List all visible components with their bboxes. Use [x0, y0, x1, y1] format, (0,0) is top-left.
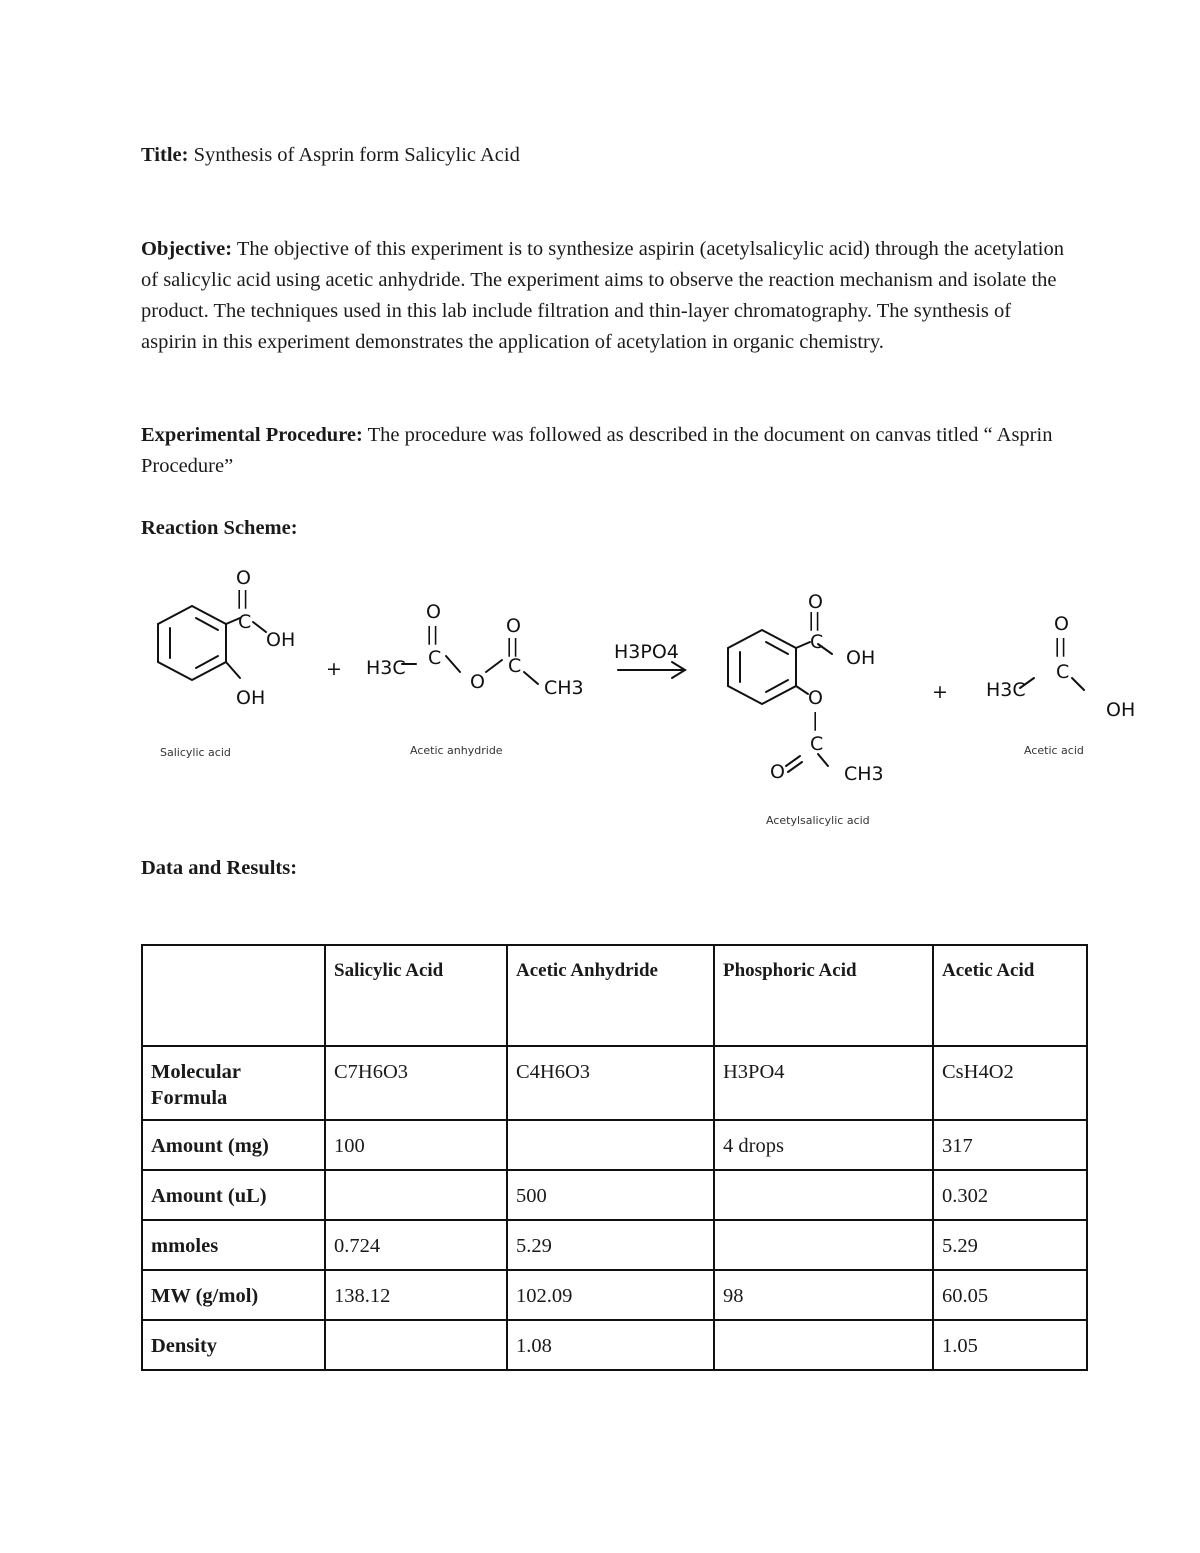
- aspirin-double-bond-1: ||: [808, 609, 821, 631]
- salicylic-oh-acid: OH: [266, 629, 296, 651]
- data-results-heading: Data and Results:: [141, 857, 298, 879]
- table-cell: CsH4O2: [933, 1046, 1087, 1120]
- anhydride-double-bond-1: ||: [426, 623, 439, 645]
- anhydride-bridging-o: O: [470, 671, 485, 693]
- anhydride-ch3: CH3: [544, 677, 584, 699]
- reaction-scheme-drawing: [140, 560, 1160, 840]
- anhydride-double-bond-2: ||: [506, 635, 519, 657]
- header-cell-empty: [142, 945, 325, 1046]
- row-label: Amount (mg): [142, 1120, 325, 1170]
- table-cell: 60.05: [933, 1270, 1087, 1320]
- header-cell-acetic-acid: Acetic Acid: [933, 945, 1087, 1046]
- header-cell-acetic-anhydride: Acetic Anhydride: [507, 945, 714, 1046]
- row-label: Density: [142, 1320, 325, 1370]
- aspirin-o2: O: [770, 761, 785, 783]
- row-label: MW (g/mol): [142, 1270, 325, 1320]
- table-cell: [325, 1320, 507, 1370]
- salicylic-benzene-ring: [158, 606, 226, 680]
- anhydride-c2: C: [508, 655, 522, 677]
- salicylic-acid-caption: Salicylic acid: [160, 746, 231, 759]
- objective-text: The objective of this experiment is to synthesize aspirin (acetylsalicylic acid) through the acetylation of salicylic acid using acetic anhydride. The experiment aims to observe the reaction mechanism and isolate the product. The techniques used in this lab include filtration and thin-layer chromatography. The synthesis of aspirin in this experiment demonstrates the application of acetylation in organic chemistry.: [141, 238, 1064, 353]
- table-cell: 0.302: [933, 1170, 1087, 1220]
- table-cell: 1.08: [507, 1320, 714, 1370]
- salicylic-oh-phenol: OH: [236, 687, 266, 709]
- title-paragraph: [141, 140, 1071, 171]
- table-cell: [714, 1170, 933, 1220]
- table-cell: 500: [507, 1170, 714, 1220]
- objective-paragraph: [141, 234, 1071, 358]
- salicylic-double-bond: ||: [236, 587, 249, 609]
- aspirin-c2: C: [810, 733, 824, 755]
- aspirin-benzene-ring: [728, 630, 796, 704]
- aspirin-ch3: CH3: [844, 763, 884, 785]
- data-table: [141, 944, 1088, 1371]
- row-label: Amount (uL): [142, 1170, 325, 1220]
- table-row: [142, 1170, 1087, 1220]
- table-cell: 98: [714, 1270, 933, 1320]
- table-cell: 5.29: [507, 1220, 714, 1270]
- header-cell-salicylic-acid: Salicylic Acid: [325, 945, 507, 1046]
- table-cell: C7H6O3: [325, 1046, 507, 1120]
- table-cell: 4 drops: [714, 1120, 933, 1170]
- table-header-row: [142, 945, 1087, 1046]
- objective-label: Objective:: [141, 238, 233, 260]
- acetic-h3c: H3C: [986, 679, 1026, 701]
- anhydride-o2: O: [506, 615, 521, 637]
- table-cell: H3PO4: [714, 1046, 933, 1120]
- reaction-scheme-heading: Reaction Scheme:: [141, 517, 298, 539]
- aspirin-c1: C: [810, 631, 824, 653]
- table-cell: 102.09: [507, 1270, 714, 1320]
- acetic-c: C: [1056, 661, 1070, 683]
- table-row: [142, 1220, 1087, 1270]
- anhydride-c1: C: [428, 647, 442, 669]
- aspirin-oh: OH: [846, 647, 876, 669]
- table-cell: 100: [325, 1120, 507, 1170]
- table-cell: [714, 1320, 933, 1370]
- table-cell: 317: [933, 1120, 1087, 1170]
- procedure-paragraph: [141, 420, 1071, 482]
- salicylic-carbon: C: [238, 611, 252, 633]
- catalyst-label: H3PO4: [614, 641, 679, 663]
- acetic-anhydride-caption: Acetic anhydride: [410, 744, 503, 757]
- table-cell: [507, 1120, 714, 1170]
- aspirin-single-bond: |: [812, 709, 819, 731]
- table-cell: [714, 1220, 933, 1270]
- salicylic-carbonyl-o: O: [236, 567, 251, 589]
- title-label: Title:: [141, 144, 189, 166]
- table-cell: 1.05: [933, 1320, 1087, 1370]
- header-cell-phosphoric-acid: Phosphoric Acid: [714, 945, 933, 1046]
- row-label: Molecular Formula: [142, 1046, 325, 1120]
- plus-sign-2: +: [932, 681, 948, 703]
- table-row: [142, 1120, 1087, 1170]
- acetic-oh: OH: [1106, 699, 1136, 721]
- table-cell: 0.724: [325, 1220, 507, 1270]
- table-row: [142, 1270, 1087, 1320]
- table-cell: 5.29: [933, 1220, 1087, 1270]
- table-cell: [325, 1170, 507, 1220]
- acetic-acid-caption: Acetic acid: [1024, 744, 1084, 757]
- title-text: Synthesis of Asprin form Salicylic Acid: [188, 144, 520, 166]
- aspirin-ester-o: O: [808, 687, 823, 709]
- table-row: [142, 1046, 1087, 1120]
- table-row: [142, 1320, 1087, 1370]
- anhydride-h3c: H3C: [366, 657, 406, 679]
- acetic-o: O: [1054, 613, 1069, 635]
- table-cell: 138.12: [325, 1270, 507, 1320]
- procedure-text: The procedure was followed as described in the document on canvas titled “ Asprin Procedure”: [141, 424, 1053, 477]
- anhydride-o1: O: [426, 601, 441, 623]
- acetic-double-bond: ||: [1054, 635, 1067, 657]
- row-label: mmoles: [142, 1220, 325, 1270]
- acetylsalicylic-acid-caption: Acetylsalicylic acid: [766, 814, 870, 827]
- procedure-label: Experimental Procedure:: [141, 424, 363, 446]
- aspirin-o1: O: [808, 591, 823, 613]
- plus-sign-1: +: [326, 658, 342, 680]
- table-cell: C4H6O3: [507, 1046, 714, 1120]
